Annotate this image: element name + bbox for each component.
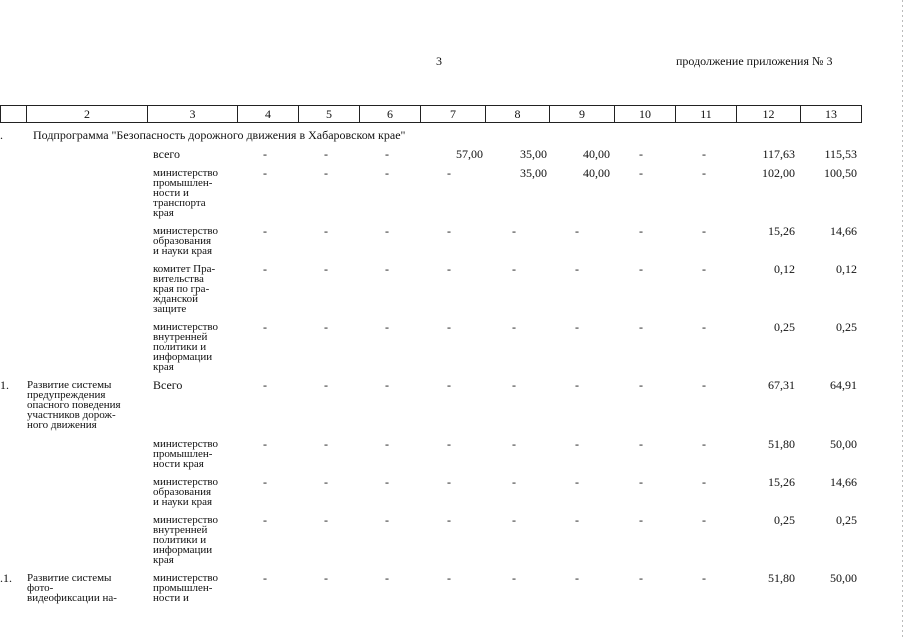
row-agency: министерство промышлен- ности и транспорта края (153, 167, 219, 219)
cell-value: 0,25 (836, 320, 857, 334)
cell-value: - (385, 262, 389, 276)
cell-value: 35,00 (520, 147, 547, 161)
col-8: 8 (486, 106, 550, 123)
row-agency: министерство образования и науки края (153, 476, 219, 508)
cell-value: - (324, 224, 328, 238)
row-agency: министерство промышлен- ности и (153, 572, 219, 604)
subprogram-number: . (0, 128, 3, 142)
cell-value: - (324, 475, 328, 489)
cell-value: - (385, 166, 389, 180)
cell-value: - (263, 147, 267, 161)
cell-value: - (575, 262, 579, 276)
row-agency: всего (153, 147, 181, 161)
cell-value: - (385, 475, 389, 489)
cell-value: - (447, 166, 451, 180)
col-12: 12 (737, 106, 801, 123)
cell-value: 14,66 (830, 475, 857, 489)
row-agency: министерство промышлен- ности края (153, 438, 219, 470)
cell-value: - (385, 147, 389, 161)
cell-value: 115,53 (824, 147, 857, 161)
cell-value: - (575, 571, 579, 585)
cell-value: 50,00 (830, 437, 857, 451)
cell-value: 15,26 (768, 224, 795, 238)
col-9: 9 (550, 106, 615, 123)
cell-value: 0,25 (774, 320, 795, 334)
cell-value: - (702, 320, 706, 334)
cell-value: 35,00 (520, 166, 547, 180)
cell-value: - (702, 224, 706, 238)
cell-value: - (512, 571, 516, 585)
cell-value: - (324, 571, 328, 585)
cell-value: - (575, 437, 579, 451)
cell-value: 40,00 (583, 166, 610, 180)
cell-value: - (639, 437, 643, 451)
cell-value: 64,91 (830, 378, 857, 392)
cell-value: 0,25 (836, 513, 857, 527)
cell-value: - (324, 320, 328, 334)
cell-value: - (702, 166, 706, 180)
continuation-label: продолжение приложения № 3 (676, 54, 833, 68)
cell-value: 14,66 (830, 224, 857, 238)
cell-value: 0,12 (774, 262, 795, 276)
cell-value: - (263, 262, 267, 276)
cell-value: - (447, 513, 451, 527)
cell-value: 102,00 (762, 166, 795, 180)
cell-value: - (575, 378, 579, 392)
col-5: 5 (299, 106, 360, 123)
cell-value: - (447, 475, 451, 489)
col-4: 4 (238, 106, 299, 123)
cell-value: - (324, 262, 328, 276)
cell-value: - (639, 513, 643, 527)
row-agency: Всего (153, 378, 183, 392)
row-name: Развитие системы предупреждения опасного поведения участников дорож- ного движения (27, 379, 121, 431)
column-header-row (0, 105, 862, 123)
subprogram-title: Подпрограмма "Безопасность дорожного движения в Хабаровском крае" (33, 128, 406, 142)
cell-value: - (702, 475, 706, 489)
col-3: 3 (148, 106, 238, 123)
cell-value: 0,25 (774, 513, 795, 527)
cell-value: - (324, 378, 328, 392)
cell-value: - (575, 224, 579, 238)
row-agency: комитет Пра- вительства края по гра- жданской защите (153, 263, 216, 315)
cell-value: 0,12 (836, 262, 857, 276)
cell-value: - (263, 224, 267, 238)
cell-value: - (702, 513, 706, 527)
cell-value: - (702, 437, 706, 451)
cell-value: - (702, 147, 706, 161)
cell-value: - (324, 166, 328, 180)
cell-value: - (702, 262, 706, 276)
cell-value: - (385, 437, 389, 451)
cell-value: - (512, 320, 516, 334)
cell-value: - (447, 378, 451, 392)
cell-value: - (385, 571, 389, 585)
col-6: 6 (360, 106, 421, 123)
cell-value: - (324, 513, 328, 527)
cell-value: 117,63 (762, 147, 795, 161)
cell-value: - (512, 513, 516, 527)
row-agency: министерство внутренней политики и информации края (153, 321, 219, 373)
cell-value: - (512, 475, 516, 489)
cell-value: 50,00 (830, 571, 857, 585)
cell-value: - (575, 513, 579, 527)
cell-value: - (575, 475, 579, 489)
cell-value: - (385, 224, 389, 238)
cell-value: 57,00 (456, 147, 483, 161)
col-11: 11 (676, 106, 737, 123)
row-agency: министерство образования и науки края (153, 225, 219, 257)
cell-value: - (512, 262, 516, 276)
cell-value: - (263, 437, 267, 451)
cell-value: - (702, 378, 706, 392)
col-2: 2 (27, 106, 148, 123)
cell-value: - (324, 147, 328, 161)
cell-value: - (639, 262, 643, 276)
cell-value: - (639, 224, 643, 238)
cell-value: - (639, 166, 643, 180)
row-number: 1. (0, 378, 9, 392)
cell-value: - (639, 147, 643, 161)
cell-value: - (447, 262, 451, 276)
cell-value: - (385, 378, 389, 392)
cell-value: - (263, 320, 267, 334)
cell-value: 51,80 (768, 437, 795, 451)
col-1 (1, 106, 27, 123)
cell-value: - (263, 166, 267, 180)
row-name: Развитие системы фото- видеофиксации на- (27, 572, 117, 604)
cell-value: - (639, 571, 643, 585)
cell-value: - (324, 437, 328, 451)
col-7: 7 (421, 106, 486, 123)
cell-value: - (447, 224, 451, 238)
page-number: 3 (436, 54, 442, 68)
cell-value: - (263, 513, 267, 527)
cell-value: - (639, 378, 643, 392)
cell-value: 67,31 (768, 378, 795, 392)
cell-value: - (639, 320, 643, 334)
row-number: .1. (0, 571, 12, 585)
col-10: 10 (615, 106, 676, 123)
cell-value: - (447, 437, 451, 451)
cell-value: 51,80 (768, 571, 795, 585)
cell-value: - (512, 437, 516, 451)
cell-value: - (263, 378, 267, 392)
cell-value: 15,26 (768, 475, 795, 489)
cell-value: - (575, 320, 579, 334)
cell-value: - (512, 224, 516, 238)
cell-value: - (385, 513, 389, 527)
cell-value: - (447, 320, 451, 334)
cell-value: 40,00 (583, 147, 610, 161)
cell-value: 100,50 (824, 166, 857, 180)
cell-value: - (639, 475, 643, 489)
cell-value: - (263, 571, 267, 585)
row-agency: министерство внутренней политики и информации края (153, 514, 219, 566)
col-13: 13 (801, 106, 862, 123)
cell-value: - (385, 320, 389, 334)
cell-value: - (447, 571, 451, 585)
cell-value: - (263, 475, 267, 489)
cell-value: - (512, 378, 516, 392)
page-edge-dots (902, 0, 903, 640)
cell-value: - (702, 571, 706, 585)
